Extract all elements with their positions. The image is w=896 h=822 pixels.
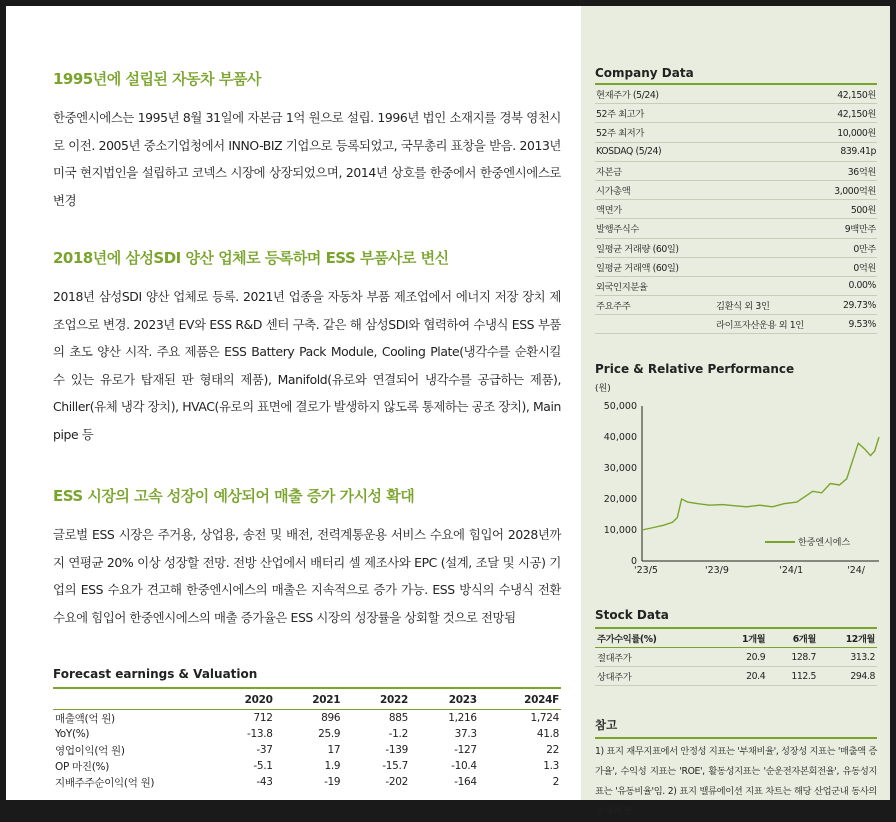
section-body: 한중엔시에스는 1995년 8월 31일에 자본금 1억 원으로 설립. 1996년 법인 소재지를 경북 영천시로 이전. 2005년 중소기업청에서 INNO-BIZ 기업으로 등록되었고, 국무총리 표창을 받음. 2013년 미국 현지법인을 설립하고 코넥스 시장에 상장되었으며, 2014년 상호를 한중에서 한중엔시에스로 변경 <box>53 110 561 208</box>
x-tick-label: '24/ <box>847 565 865 576</box>
row-detail <box>715 142 824 161</box>
section-history <box>53 68 561 214</box>
series-line <box>642 437 879 530</box>
header-cell: 2024F <box>479 688 561 710</box>
value-cell: 712 <box>253 712 273 724</box>
value-cell: 839.41p <box>824 142 877 161</box>
section-heading: 2018년에 삼성SDI 양산 업체로 등록하며 ESS 부품사로 변신 <box>53 249 449 267</box>
value-cell: 22 <box>546 744 559 756</box>
value-cell: -43 <box>256 776 273 788</box>
value-cell: -202 <box>385 776 408 788</box>
row-label: 현재주가 (5/24) <box>595 84 715 104</box>
section-ess-growth <box>53 485 561 631</box>
stock-data-row <box>595 648 877 667</box>
value-cell: 17 <box>327 744 341 756</box>
y-tick-label: 10,000 <box>603 525 637 536</box>
value-cell: 1.9 <box>324 760 341 772</box>
company-data-row <box>595 123 877 142</box>
value-cell: 37.3 <box>454 728 477 740</box>
value-cell: 42,150원 <box>824 84 877 104</box>
header-cell: 2023 <box>410 688 479 710</box>
value-cell: 10,000원 <box>824 123 877 142</box>
section-heading: 1995년에 설립된 자동차 부품사 <box>53 70 261 88</box>
value-cell: 1,724 <box>530 712 559 724</box>
value-cell: 20.9 <box>719 648 767 667</box>
company-data-row <box>595 180 877 199</box>
value-cell: 3,000억원 <box>824 180 877 199</box>
company-data-row <box>595 142 877 161</box>
value-cell: 896 <box>321 712 341 724</box>
company-data-row <box>595 238 877 257</box>
section-heading: ESS 시장의 고속 성장이 예상되어 매출 증가 가시성 확대 <box>53 487 415 505</box>
forecast-row <box>53 758 561 774</box>
header-cell <box>53 688 207 710</box>
value-cell: 313.2 <box>818 648 877 667</box>
header-cell: 2021 <box>275 688 343 710</box>
value-cell: -15.7 <box>382 760 408 772</box>
forecast-table <box>53 687 561 790</box>
y-tick-label: 40,000 <box>603 432 637 443</box>
value-cell: -5.1 <box>253 760 273 772</box>
x-tick-label: '23/9 <box>704 565 729 576</box>
value-cell: 41.8 <box>536 728 559 740</box>
value-cell: 20.4 <box>719 667 767 686</box>
header-cell: 12개월 <box>818 628 877 648</box>
row-detail <box>715 84 824 104</box>
row-label: 52주 최저가 <box>595 123 715 142</box>
sidebar <box>581 6 890 817</box>
reference-title: 참고 <box>595 717 877 739</box>
value-cell: 1.3 <box>543 760 559 772</box>
row-label: 시가총액 <box>595 180 715 199</box>
row-label: 주요주주 <box>595 296 715 315</box>
row-label: 지배주주순이익(억 원) <box>55 776 155 789</box>
section-body: 2018년 삼성SDI 양산 업체로 등록. 2021년 업종을 자동차 부품 제조업에서 에너지 저장 장치 제조업으로 변경. 2023년 EV와 ESS R&D 센터 구축. 같은 해 삼성SDI와 협력하여 수냉식 ESS 부품의 초도 양산 시작. 주요 제품은 ESS Battery Pack Module, Cooling Plate(냉각수를 순환시킬 수 있는 유로가 탑재된 판 형태의 제품), Manifold(유로와 연결되어 냉각수를 공급하는 제품), Chiller(유체 냉각 장치), HVAC(유로의 표면에 결로가 발생하지 않도록 통제하는 공조 장치), Main pipe 등 <box>53 289 561 442</box>
row-label: 발행주식수 <box>595 219 715 238</box>
company-data <box>595 66 877 334</box>
price-chart <box>581 396 890 576</box>
section-ess-transition <box>53 247 561 448</box>
forecast-row <box>53 774 561 790</box>
row-detail <box>715 238 824 257</box>
row-detail: 김환식 외 3인 <box>715 296 824 315</box>
company-data-title: Company Data <box>595 66 694 80</box>
value-cell: 36억원 <box>824 161 877 180</box>
row-label: 52주 최고가 <box>595 104 715 123</box>
value-cell: -164 <box>454 776 477 788</box>
row-detail <box>715 161 824 180</box>
legend-label: 한중엔시에스 <box>798 538 851 548</box>
price-chart-title: Price & Relative Performance <box>595 362 795 376</box>
header-cell: 2020 <box>207 688 275 710</box>
value-cell: 128.7 <box>767 648 818 667</box>
price-chart-title-wrap <box>595 362 877 394</box>
company-data-row <box>595 296 877 315</box>
reference-body: 1) 표지 재무지표에서 안정성 지표는 '부채비율', 성장성 지표는 '매출액 증가율', 수익성 지표는 'ROE', 활동성지표는 '순운전자본회전율', 유동성지표는 '유동비율'임. 2) 표지 밸류에이션 지표 차트는 해당 산업군내 동사의 상대적 밸 <box>595 746 877 817</box>
row-detail <box>715 180 824 199</box>
row-label: 영업이익(억 원) <box>55 744 125 757</box>
row-label: 상대주가 <box>595 667 719 686</box>
value-cell: -1.2 <box>388 728 408 740</box>
stock-data-title: Stock Data <box>595 608 669 622</box>
reference <box>595 717 877 822</box>
row-detail <box>715 200 824 219</box>
company-data-row <box>595 219 877 238</box>
value-cell: 0만주 <box>824 238 877 257</box>
report-page <box>6 6 890 817</box>
row-label: 액면가 <box>595 200 715 219</box>
y-tick-label: 20,000 <box>603 494 637 505</box>
company-data-table <box>595 83 877 334</box>
value-cell: 0억원 <box>824 257 877 276</box>
y-tick-label: 30,000 <box>603 463 637 474</box>
x-tick-label: '24/1 <box>779 565 804 576</box>
value-cell: 9백만주 <box>824 219 877 238</box>
company-data-row <box>595 257 877 276</box>
value-cell: 25.9 <box>318 728 341 740</box>
row-label: 일평균 거래량 (60일) <box>595 238 715 257</box>
stock-header-row <box>595 628 877 648</box>
value-cell: -127 <box>454 744 477 756</box>
row-label <box>595 315 715 334</box>
row-label: 매출액(억 원) <box>55 712 115 725</box>
value-cell: -13.8 <box>246 728 273 740</box>
value-cell: 500원 <box>824 200 877 219</box>
value-cell: 294.8 <box>818 667 877 686</box>
value-cell: 2 <box>552 776 559 788</box>
row-detail <box>715 104 824 123</box>
forecast-header-row <box>53 688 561 710</box>
company-data-row <box>595 315 877 334</box>
value-cell: -10.4 <box>451 760 477 772</box>
header-cell: 6개월 <box>767 628 818 648</box>
forecast-row <box>53 710 561 727</box>
row-label: OP 마진(%) <box>55 760 109 773</box>
row-label: 절대주가 <box>595 648 719 667</box>
row-label: 자본금 <box>595 161 715 180</box>
company-data-row <box>595 276 877 295</box>
company-data-row <box>595 161 877 180</box>
header-cell: 주가수익률(%) <box>595 628 719 648</box>
forecast-row <box>53 742 561 758</box>
value-cell: 1,216 <box>448 712 477 724</box>
row-label: YoY(%) <box>55 728 90 740</box>
value-cell: -37 <box>256 744 273 756</box>
value-cell: 112.5 <box>767 667 818 686</box>
price-chart-unit: (원) <box>595 384 611 394</box>
stock-data-table <box>595 627 877 686</box>
row-detail: 라이프자산운용 외 1인 <box>715 315 824 334</box>
section-body: 글로벌 ESS 시장은 주거용, 상업용, 송전 및 배전, 전력계통운용 서비스 수요에 힘입어 2028년까지 연평균 20% 이상 성장할 전망. 전방 산업에서 배터리 셀 제조사와 EPC (설계, 조달 및 시공) 기업의 ESS 수요가 견고해 한중엔시에스의 매출은 지속적으로 증가 가능. ESS 방식의 수냉식 전환 수요에 힘입어 한중엔시에스의 매출 증가율은 ESS 시장의 성장률을 상회할 것으로 전망됨 <box>53 527 561 625</box>
company-data-row <box>595 200 877 219</box>
forecast-row <box>53 726 561 742</box>
y-tick-label: 0 <box>630 556 637 567</box>
stock-data <box>595 608 877 686</box>
company-data-row <box>595 84 877 104</box>
company-data-row <box>595 104 877 123</box>
value-cell: 0.00% <box>824 276 877 295</box>
value-cell: 9.53% <box>824 315 877 334</box>
header-cell: 1개월 <box>719 628 767 648</box>
value-cell: -19 <box>324 776 341 788</box>
row-detail <box>715 276 824 295</box>
forecast-title: Forecast earnings & Valuation <box>53 667 258 681</box>
row-label: 일평균 거래액 (60일) <box>595 257 715 276</box>
value-cell: 29.73% <box>824 296 877 315</box>
row-detail <box>715 257 824 276</box>
value-cell: -139 <box>385 744 408 756</box>
x-tick-label: '23/5 <box>634 565 658 576</box>
row-label: 외국인지분율 <box>595 276 715 295</box>
main-column <box>6 6 581 800</box>
row-detail <box>715 219 824 238</box>
row-detail <box>715 123 824 142</box>
header-cell: 2022 <box>342 688 410 710</box>
y-tick-label: 50,000 <box>603 401 637 412</box>
value-cell: 885 <box>388 712 408 724</box>
row-label: KOSDAQ (5/24) <box>595 142 715 161</box>
stock-data-row <box>595 667 877 686</box>
value-cell: 42,150원 <box>824 104 877 123</box>
